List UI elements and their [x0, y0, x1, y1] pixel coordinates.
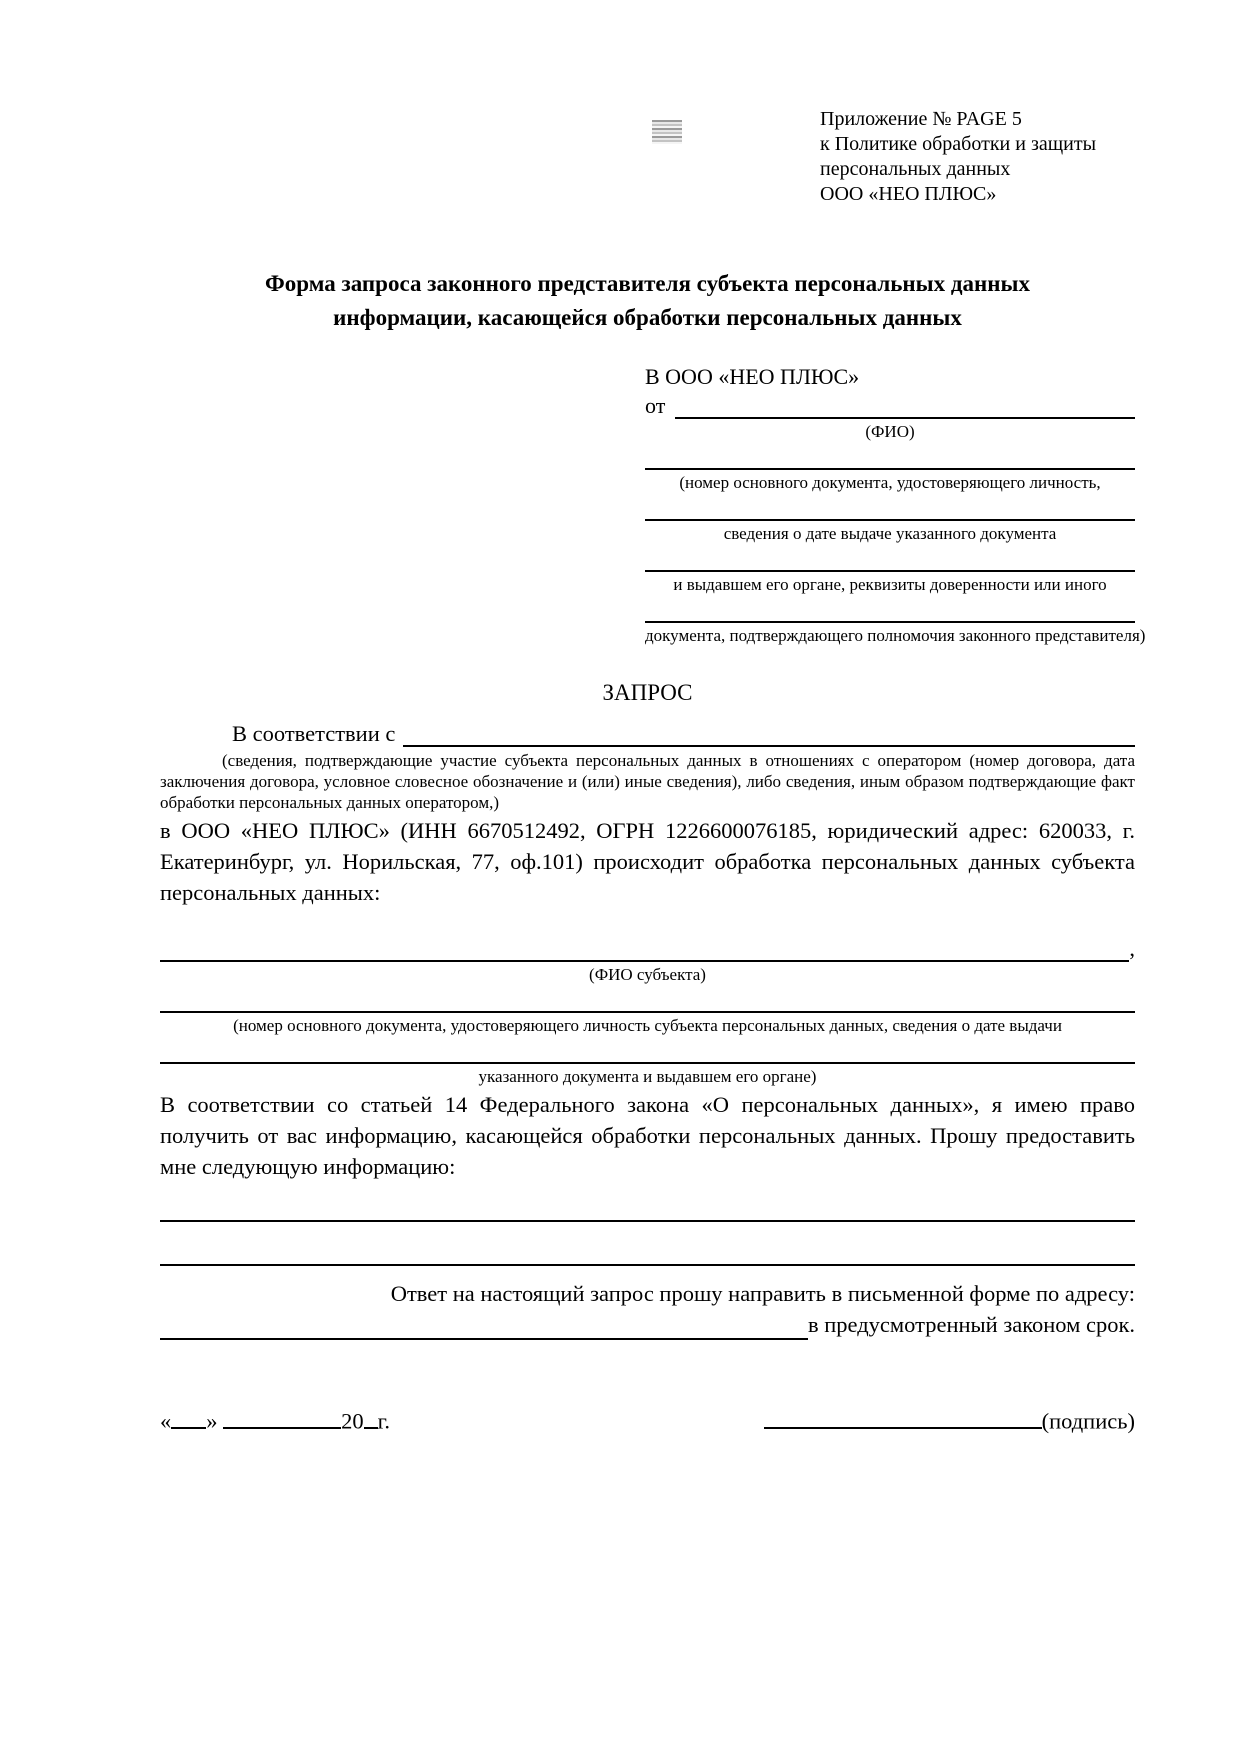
year-suffix: г.: [377, 1408, 390, 1434]
field-caption: (номер основного документа, удостоверяющего личность,: [679, 473, 1101, 492]
appendix-line: ООО «НЕО ПЛЮС»: [820, 183, 997, 205]
operator-paragraph: в ООО «НЕО ПЛЮС» (ИНН 6670512492, ОГРН 1226600076185, юридический адрес: 620033, г. Екатеринбург, ул. Норильская, 77, оф.101) происходит обработка персональных данных субъекта персональных данных:: [160, 818, 1135, 905]
issue-date-field: [645, 493, 1135, 544]
reply-tail-text: в предусмотренный законом срок.: [808, 1312, 1135, 1337]
document-number-field: [645, 442, 1135, 493]
year-blank-line: [364, 1404, 378, 1429]
date-field: [160, 1404, 390, 1435]
reply-address-field: [160, 1309, 1135, 1340]
subject-fio-caption: (ФИО субъекта): [589, 965, 706, 984]
addressee-to: В ООО «НЕО ПЛЮС»: [645, 364, 860, 389]
form-title-line: Форма запроса законного представителя субъекта персональных данных: [265, 271, 1030, 296]
quote-open: «: [160, 1408, 172, 1434]
blank-line: [160, 1264, 1135, 1266]
signature-caption: (подпись): [1041, 1408, 1135, 1434]
blank-line: [645, 595, 1135, 623]
issuing-authority-field: [645, 544, 1135, 595]
signature-blank-line: [764, 1404, 1042, 1429]
field-caption: документа, подтверждающего полномочия законного представителя): [645, 626, 1146, 645]
blank-line: [160, 1220, 1135, 1222]
appendix-line: к Политике обработки и защиты: [820, 133, 1097, 155]
field-caption: сведения о дате выдаче указанного документа: [723, 524, 1057, 543]
accordance-field: [160, 718, 1135, 747]
blank-line: [645, 442, 1135, 470]
signature-row: [160, 1404, 1135, 1435]
blank-line: [645, 544, 1135, 572]
request-heading: ЗАПРОС: [602, 680, 693, 705]
subject-doc-caption: указанного документа и выдавшем его органе): [478, 1067, 817, 1086]
blank-line: [645, 493, 1135, 521]
accordance-note: (сведения, подтверждающие участие субъекта персональных данных в отношениях с оператором (номер договора, дата заключения договора, условное словесное обозначение и (или) иные сведения), либо сведения, иным образом подтверждающие факт обработки персональных данных оператором,): [160, 751, 1135, 812]
fio-caption: (ФИО): [865, 422, 915, 441]
subject-block: [160, 934, 1135, 1087]
blank-line: [160, 1011, 1135, 1013]
month-blank-line: [223, 1404, 341, 1429]
appendix-line: Приложение № PAGE 5: [820, 108, 1022, 130]
address-blank-line: [160, 1314, 808, 1340]
from-field: [645, 392, 1135, 419]
day-blank-line: [171, 1404, 206, 1429]
from-blank-line: [675, 392, 1135, 419]
form-title-line: информации, касающейся обработки персональных данных: [333, 305, 962, 330]
accordance-label: В соответствии с: [232, 721, 396, 746]
document-thumbnail-icon: [652, 120, 682, 144]
law-paragraph: В соответствии со статьей 14 Федерального закона «О персональных данных», я имею право получить от вас информацию, касающейся обработки персональных данных. Прошу предоставить мне следующую информацию:: [160, 1092, 1135, 1179]
subject-fio-field: [160, 934, 1135, 962]
form-title: [160, 267, 1135, 335]
blank-line: [160, 1062, 1135, 1064]
reply-instruction: Ответ на настоящий запрос прошу направить в письменной форме по адресу:: [390, 1281, 1135, 1306]
from-label: от: [645, 393, 666, 418]
field-caption: и выдавшем его органе, реквизиты доверенности или иного: [673, 575, 1107, 594]
trailing-comma: ,: [1129, 936, 1135, 961]
appendix-line: персональных данных: [820, 158, 1011, 180]
blank-line: [160, 934, 1129, 962]
authority-document-field: [645, 595, 1146, 646]
signature-field: [764, 1404, 1135, 1435]
appendix-header: [820, 107, 1150, 207]
addressee-block: [645, 363, 1146, 646]
accordance-blank-line: [403, 718, 1135, 747]
quote-close: »: [206, 1408, 218, 1434]
year-prefix: 20: [341, 1408, 364, 1434]
subject-doc-caption: (номер основного документа, удостоверяющего личность субъекта персональных данных, сведения о дате выдачи: [233, 1016, 1062, 1035]
